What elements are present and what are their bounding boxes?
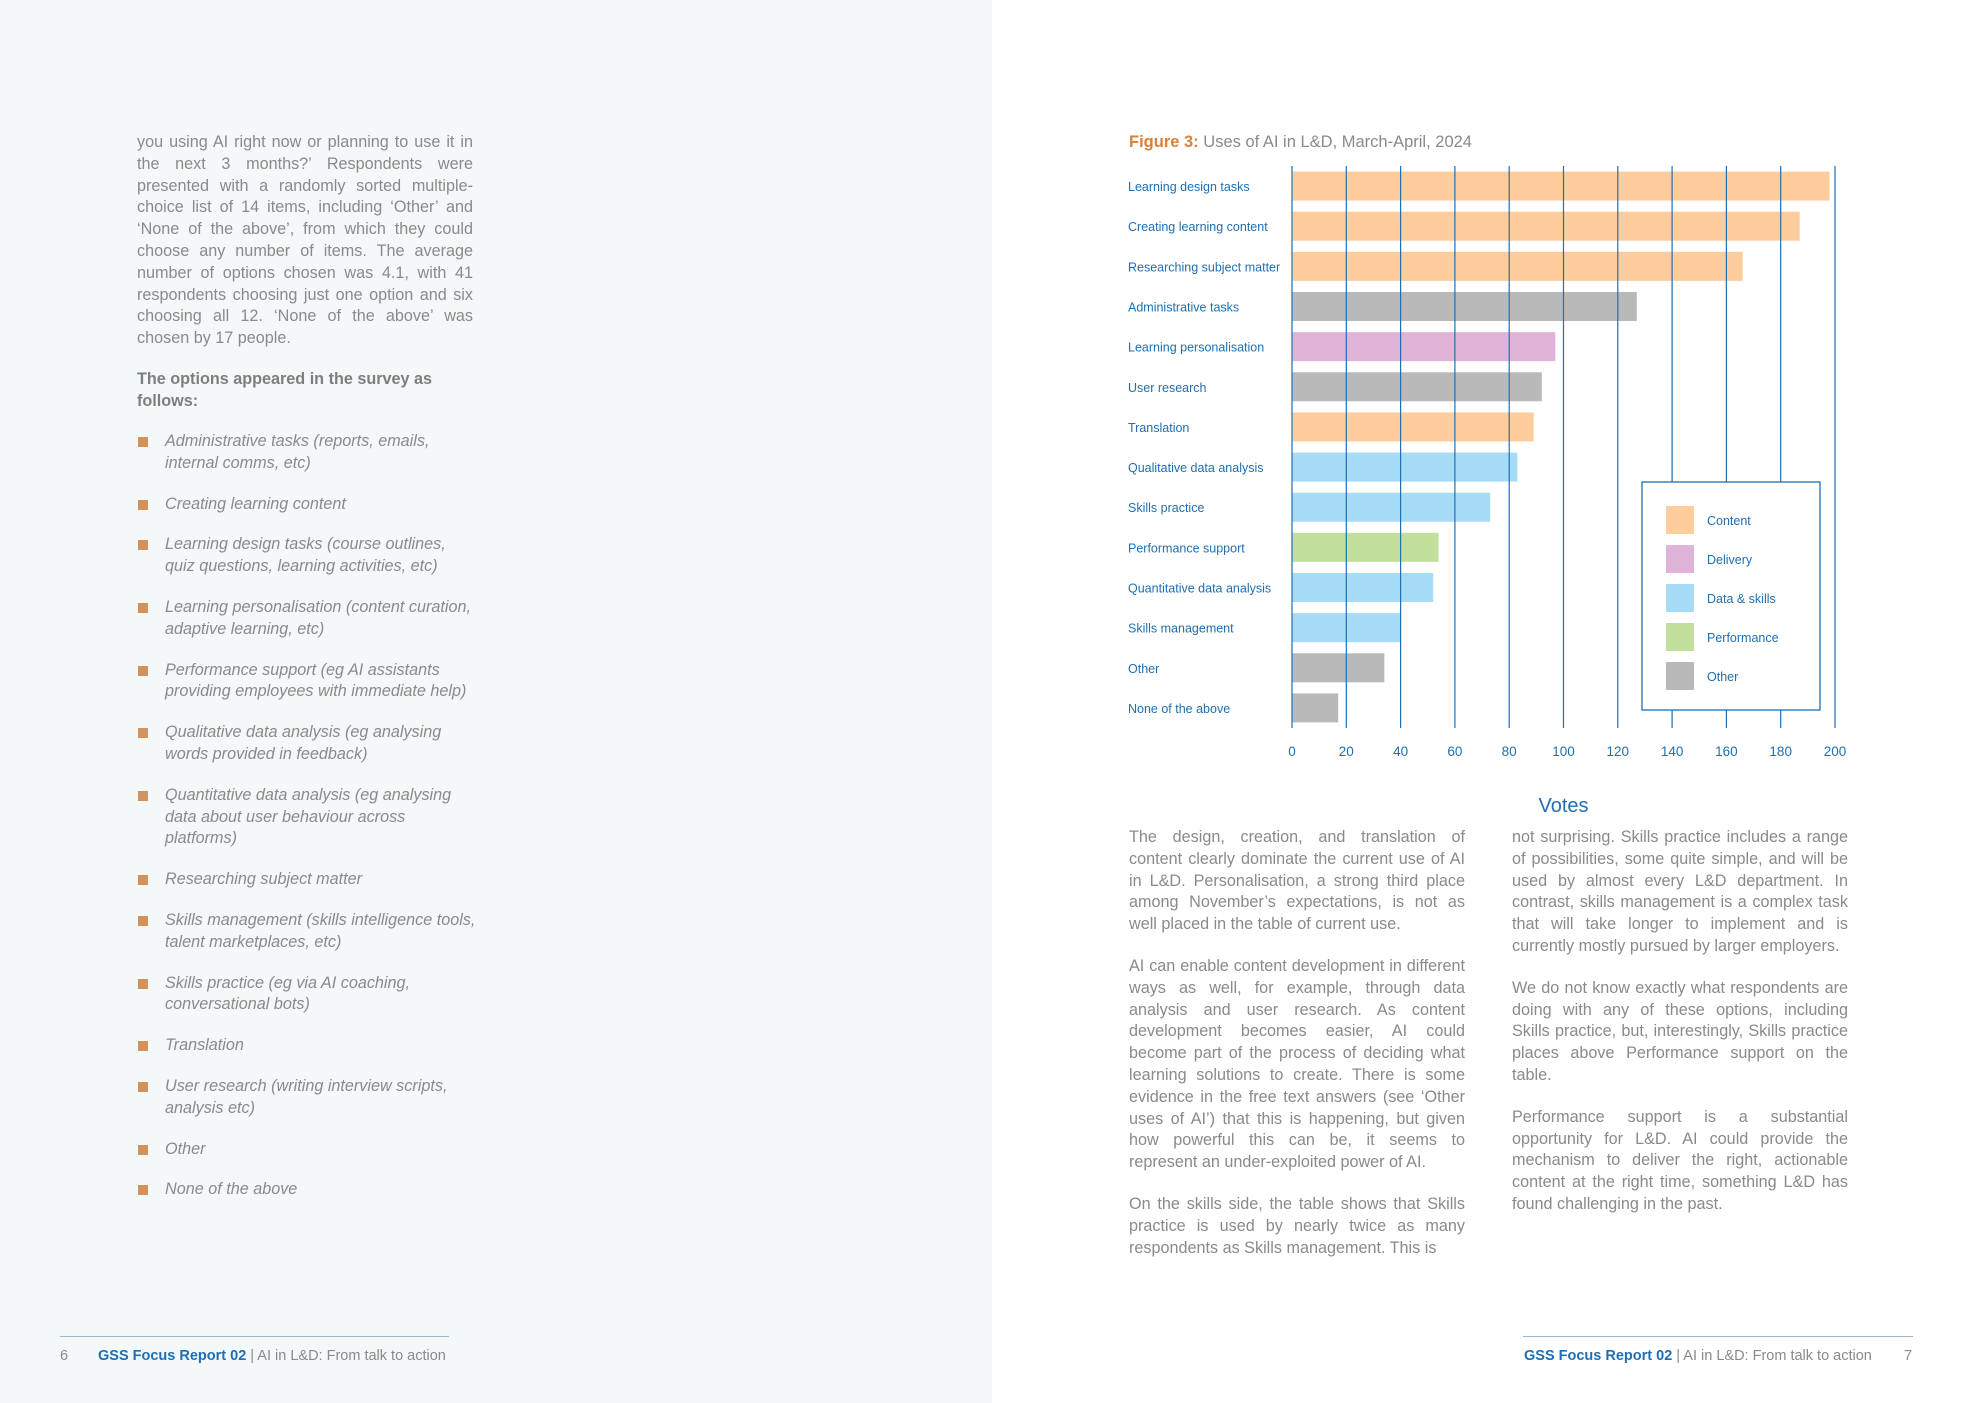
list-item: Creating learning content [137, 494, 477, 516]
list-item: Other [137, 1139, 477, 1161]
bar [1292, 172, 1830, 201]
legend-swatch [1666, 584, 1694, 612]
legend-label: Delivery [1707, 553, 1753, 567]
bar [1292, 493, 1490, 522]
category-label: Performance support [1128, 541, 1245, 556]
footer-subtitle: AI in L&D: From talk to action [257, 1348, 446, 1364]
category-label: Qualitative data analysis [1128, 461, 1264, 476]
tick-label: 40 [1393, 744, 1409, 759]
list-item: Qualitative data analysis (eg analysing words provided in feedback) [137, 722, 477, 766]
square-bullet-icon [138, 791, 148, 801]
text-column-1 [1129, 827, 1465, 1279]
category-label: Translation [1128, 420, 1190, 435]
footer-rule-left [60, 1336, 449, 1337]
list-item: Researching subject matter [137, 869, 477, 891]
intro-paragraph: you using AI right now or planning to use it in the next 3 months?’ Respondents were presented with a randomly sorted multiple-choice list of 14 items, including ‘Other’ and ‘None of the above’, from which they could choose any number of items. The average number of options chosen was 4.1, with 41 respondents choosing just one option and six choosing all 12. ‘None of the above’ was chosen by 17 people. [137, 133, 473, 348]
list-item: None of the above [137, 1179, 477, 1201]
paragraph: AI can enable content development in different ways as well, for example, through data analysis and user research. As content development becomes easier, AI could become part of the process of deciding what learning solutions to create. There is some evidence in the free text answers (see ‘Other uses of AI’) that this is happening, but given how powerful this can be, it seems to represent an under-exploited power of AI. [1129, 956, 1465, 1172]
footer-rule-right [1523, 1336, 1913, 1337]
legend-label: Performance [1707, 631, 1779, 645]
footer-separator: | [1672, 1348, 1684, 1364]
options-list [137, 431, 477, 1220]
bar [1292, 212, 1800, 241]
square-bullet-icon [138, 916, 148, 926]
category-label: Skills management [1128, 621, 1234, 636]
square-bullet-icon [138, 1082, 148, 1092]
square-bullet-icon [138, 728, 148, 738]
bar [1292, 453, 1517, 482]
list-item: Performance support (eg AI assistants providing employees with immediate help) [137, 660, 477, 704]
category-label: Administrative tasks [1128, 300, 1240, 315]
bar [1292, 693, 1338, 722]
bar [1292, 252, 1743, 281]
list-item: Quantitative data analysis (eg analysing data about user behaviour across platforms) [137, 785, 477, 850]
figure-caption: Uses of AI in L&D, March-April, 2024 [1198, 133, 1472, 151]
footer-subtitle: AI in L&D: From talk to action [1683, 1348, 1872, 1364]
bar [1292, 292, 1637, 321]
square-bullet-icon [138, 1185, 148, 1195]
square-bullet-icon [138, 437, 148, 447]
legend-label: Other [1707, 670, 1739, 684]
category-label: Skills practice [1128, 501, 1205, 516]
legend-swatch [1666, 506, 1694, 534]
bar [1292, 332, 1555, 361]
tick-label: 180 [1769, 744, 1792, 759]
tick-label: 20 [1338, 744, 1354, 759]
legend-swatch [1666, 623, 1694, 651]
category-label: Researching subject matter [1128, 260, 1281, 275]
paragraph: not surprising. Skills practice includes a range of possibilities, some quite simple, and will be used by almost every L&D department. In contrast, skills management is a complex task that will take longer to implement and is currently mostly pursued by larger employers. [1512, 828, 1848, 955]
tick-label: 0 [1288, 744, 1296, 759]
category-label: User research [1128, 380, 1207, 395]
tick-label: 100 [1552, 744, 1575, 759]
tick-label: 140 [1660, 744, 1684, 759]
square-bullet-icon [138, 540, 148, 550]
text-column-2 [1512, 827, 1848, 1236]
square-bullet-icon [138, 603, 148, 613]
footer-right [1524, 1348, 1872, 1364]
square-bullet-icon [138, 1041, 148, 1051]
tick-label: 120 [1606, 744, 1630, 759]
bar [1292, 573, 1433, 602]
tick-label: 60 [1447, 744, 1463, 759]
list-item: Learning design tasks (course outlines, quiz questions, learning activities, etc) [137, 534, 477, 578]
legend-swatch [1666, 662, 1694, 690]
category-label: None of the above [1128, 701, 1231, 716]
bar [1292, 653, 1384, 682]
legend-swatch [1666, 545, 1694, 573]
tick-label: 160 [1715, 744, 1738, 759]
page-number-right: 7 [1904, 1348, 1913, 1364]
figure-label: Figure 3: [1129, 133, 1199, 151]
square-bullet-icon [138, 1145, 148, 1155]
category-label: Quantitative data analysis [1128, 581, 1272, 596]
list-item: User research (writing interview scripts, analysis etc) [137, 1076, 477, 1120]
category-label: Other [1128, 661, 1160, 676]
category-label: Creating learning content [1128, 220, 1268, 235]
tick-label: 200 [1823, 744, 1847, 759]
bar [1292, 533, 1439, 562]
footer-left [98, 1348, 446, 1364]
paragraph: Performance support is a substantial opportunity for L&D. AI could provide the mechanism to deliver the right, actionable content at the right time, something L&D has found challenging in the past. [1512, 1107, 1848, 1213]
page-number-left: 6 [60, 1348, 69, 1364]
list-item: Administrative tasks (reports, emails, internal comms, etc) [137, 431, 477, 475]
list-item: Learning personalisation (content curation, adaptive learning, etc) [137, 597, 477, 641]
footer-report-title: GSS Focus Report 02 [1524, 1348, 1673, 1364]
figure-title [1129, 133, 1472, 152]
footer-separator: | [246, 1348, 258, 1364]
category-label: Learning design tasks [1128, 180, 1250, 195]
tick-label: 80 [1501, 744, 1517, 759]
bar-chart [1120, 160, 1880, 820]
list-item: Translation [137, 1035, 477, 1057]
square-bullet-icon [138, 979, 148, 989]
options-heading: The options appeared in the survey as follows: [137, 370, 433, 410]
x-axis-title: Votes [1538, 795, 1589, 817]
category-label: Learning personalisation [1128, 340, 1265, 355]
footer-report-title: GSS Focus Report 02 [98, 1348, 247, 1364]
paragraph: We do not know exactly what respondents are doing with any of these options, including Skills practice, but, interestingly, Skills practice places above Performance support on the table. [1512, 978, 1848, 1084]
paragraph: The design, creation, and translation of content clearly dominate the current use of AI in L&D. Personalisation, a strong third place among November’s expectations, is not as well placed in the table of current use. [1129, 828, 1465, 934]
legend-label: Content [1707, 514, 1751, 528]
legend-label: Data & skills [1707, 592, 1776, 606]
square-bullet-icon [138, 500, 148, 510]
paragraph: On the skills side, the table shows that Skills practice is used by nearly twice as many respondents as Skills management. This is [1129, 1194, 1465, 1257]
bar [1292, 372, 1542, 401]
square-bullet-icon [138, 875, 148, 885]
square-bullet-icon [138, 666, 148, 676]
list-item: Skills management (skills intelligence tools, talent marketplaces, etc) [137, 910, 477, 954]
list-item: Skills practice (eg via AI coaching, conversational bots) [137, 973, 477, 1017]
bar [1292, 412, 1534, 441]
